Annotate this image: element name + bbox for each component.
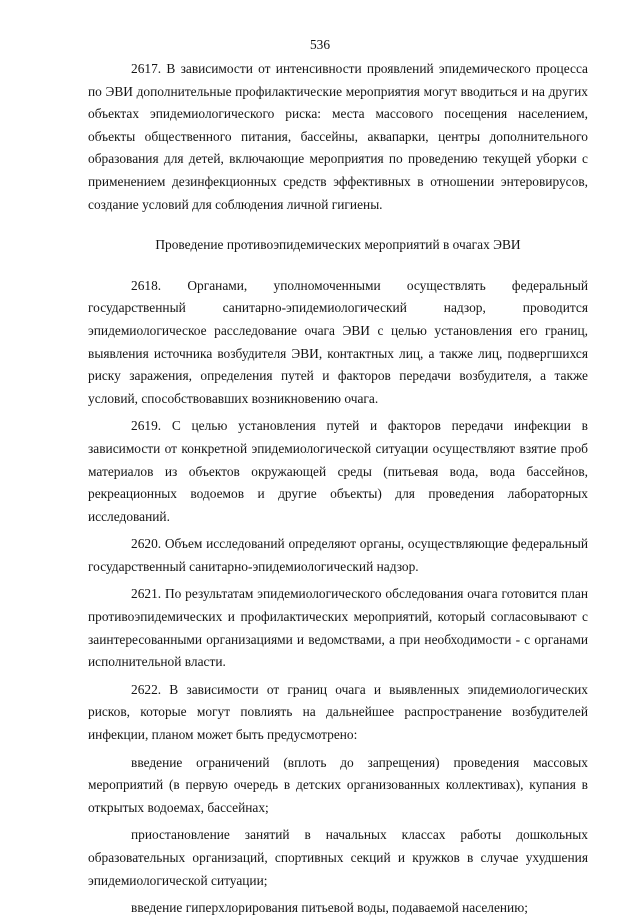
paragraph-2619: 2619. С целью установления путей и факторов передачи инфекции в зависимости от конкретной эпидемиологической ситуации осуществляют взятие проб материалов из объектов окружающей среды (питьевая вода, вода бассейнов, рекреационных водоемов и другие объекты) для проведения лабораторных исследований. — [88, 418, 588, 524]
list-item-suspension: приостановление занятий в начальных классах работы дошкольных образовательных организаций, спортивных секций и кружков в случае ухудшения эпидемиологической ситуации; — [88, 827, 588, 888]
paragraph-2618: 2618. Органами, уполномоченными осуществлять федеральный государственный санитарно-эпидемиологический надзор, проводится эпидемиологическое расследование очага ЭВИ с целью установления его границ, выявления источника возбудителя ЭВИ, контактных лиц, а также лиц, подвергшихся риску заражения, определения путей и факторов передачи возбудителя, а также условий, способствовавших возникновению очага. — [88, 277, 588, 406]
paragraph-2620: 2620. Объем исследований определяют органы, осуществляющие федеральный государственный санитарно-эпидемиологический надзор. — [88, 536, 588, 574]
document-body — [88, 58, 588, 920]
section-heading: Проведение противоэпидемических мероприятий в очагах ЭВИ — [155, 237, 521, 253]
paragraph-2621: 2621. По результатам эпидемиологического обследования очага готовится план противоэпидемических и профилактических мероприятий, который согласовывают с заинтересованными организациями и ведомствами, а при необходимости - с органами исполнительной власти. — [88, 586, 588, 670]
page-number: 536 — [309, 37, 331, 52]
list-item-hyperchlorination: введение гиперхлорирования питьевой воды, подаваемой населению; — [131, 900, 528, 916]
paragraph-2622: 2622. В зависимости от границ очага и выявленных эпидемиологических рисков, которые могут повлиять на дальнейшее распространение возбудителей инфекции, планом может быть предусмотрено: — [88, 681, 588, 743]
paragraph-2617: 2617. В зависимости от интенсивности проявлений эпидемического процесса по ЭВИ дополнительные профилактические мероприятия могут вводиться и на других объектах эпидемиологического риска: места массового посещения населением, объекты общественного питания, бассейны, аквапарки, центры дополнительного образования для детей, включающие мероприятия по проведению текущей уборки с применением дезинфекционных средств эффективных в отношении энтеровирусов, создание условий для соблюдения личной гигиены. — [88, 61, 588, 212]
list-item-restrictions: введение ограничений (вплоть до запрещения) проведения массовых мероприятий (в первую очередь в детских организованных коллективах), купания в открытых водоемах, бассейнах; — [88, 754, 588, 815]
